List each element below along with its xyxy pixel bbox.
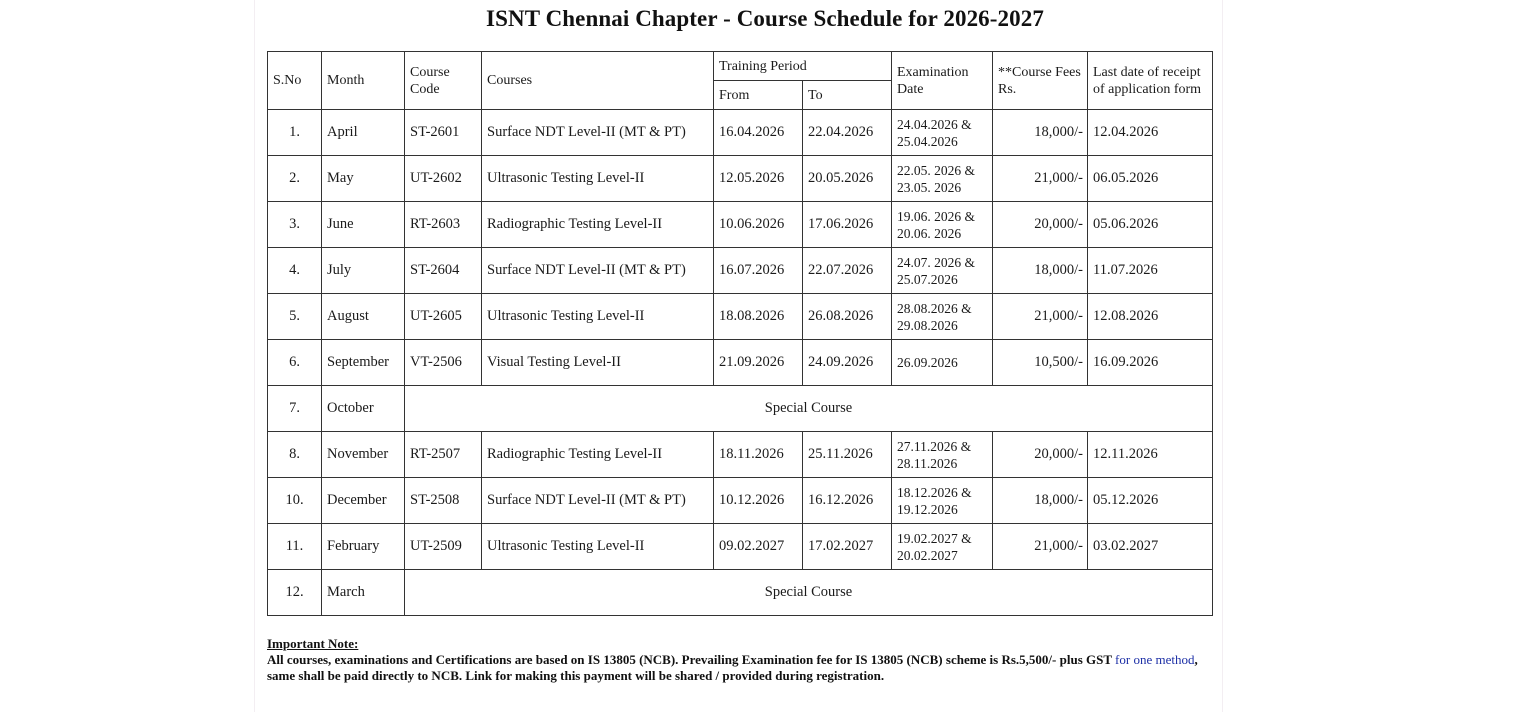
header-month: Month [322,52,405,110]
cell-month: July [322,248,405,294]
cell-last-date: 03.02.2027 [1088,524,1213,570]
cell-from: 10.12.2026 [714,478,803,524]
important-note [267,636,1202,684]
table-row [268,570,1213,616]
cell-month: June [322,202,405,248]
cell-month: October [322,386,405,432]
cell-to: 17.02.2027 [803,524,892,570]
cell-month: February [322,524,405,570]
cell-month: November [322,432,405,478]
table-row [268,478,1213,524]
cell-from: 18.11.2026 [714,432,803,478]
header-from: From [714,81,803,110]
cell-sno: 3. [268,202,322,248]
cell-special-course: Special Course [405,570,1213,616]
cell-fee: 18,000/- [993,478,1088,524]
cell-month: April [322,110,405,156]
cell-to: 26.08.2026 [803,294,892,340]
header-courses: Courses [482,52,714,110]
header-training-period: Training Period [714,52,892,81]
cell-sno: 8. [268,432,322,478]
cell-course-code: ST-2508 [405,478,482,524]
header-last-date: Last date of receipt of application form [1088,52,1213,110]
cell-month: May [322,156,405,202]
cell-course-code: UT-2605 [405,294,482,340]
header-exam-date: Examination Date [892,52,993,110]
table-row [268,110,1213,156]
cell-sno: 6. [268,340,322,386]
cell-last-date: 12.11.2026 [1088,432,1213,478]
cell-course: Surface NDT Level-II (MT & PT) [482,248,714,294]
table-row [268,202,1213,248]
cell-last-date: 05.12.2026 [1088,478,1213,524]
cell-fee: 10,500/- [993,340,1088,386]
cell-exam-date: 19.02.2027 & 20.02.2027 [892,524,993,570]
cell-course-code: UT-2509 [405,524,482,570]
cell-fee: 20,000/- [993,202,1088,248]
cell-from: 09.02.2027 [714,524,803,570]
note-heading: Important Note: [267,636,359,651]
schedule-body [268,110,1213,616]
cell-sno: 12. [268,570,322,616]
cell-sno: 7. [268,386,322,432]
cell-sno: 10. [268,478,322,524]
note-text-part1: All courses, examinations and Certifications are based on IS 13805 (NCB). Prevailing Examination fee for IS 13805 (NCB) scheme is Rs.5,500/- plus GST [267,652,1112,667]
table-row [268,340,1213,386]
cell-last-date: 16.09.2026 [1088,340,1213,386]
cell-course: Surface NDT Level-II (MT & PT) [482,110,714,156]
cell-from: 18.08.2026 [714,294,803,340]
course-schedule-table [267,51,1213,616]
cell-from: 16.07.2026 [714,248,803,294]
cell-course-code: RT-2507 [405,432,482,478]
cell-special-course: Special Course [405,386,1213,432]
note-highlight: for one method [1115,652,1195,667]
table-row [268,248,1213,294]
cell-sno: 4. [268,248,322,294]
cell-from: 21.09.2026 [714,340,803,386]
cell-last-date: 05.06.2026 [1088,202,1213,248]
table-row [268,524,1213,570]
cell-course: Radiographic Testing Level-II [482,432,714,478]
cell-course-code: UT-2602 [405,156,482,202]
cell-course-code: RT-2603 [405,202,482,248]
cell-course: Ultrasonic Testing Level-II [482,524,714,570]
cell-last-date: 06.05.2026 [1088,156,1213,202]
table-row [268,156,1213,202]
header-to: To [803,81,892,110]
cell-course: Radiographic Testing Level-II [482,202,714,248]
cell-month: March [322,570,405,616]
cell-exam-date: 22.05. 2026 & 23.05. 2026 [892,156,993,202]
cell-from: 10.06.2026 [714,202,803,248]
cell-exam-date: 26.09.2026 [892,340,993,386]
cell-exam-date: 27.11.2026 & 28.11.2026 [892,432,993,478]
cell-from: 16.04.2026 [714,110,803,156]
cell-month: September [322,340,405,386]
cell-fee: 18,000/- [993,248,1088,294]
cell-sno: 5. [268,294,322,340]
cell-to: 20.05.2026 [803,156,892,202]
cell-to: 22.04.2026 [803,110,892,156]
cell-month: December [322,478,405,524]
cell-to: 22.07.2026 [803,248,892,294]
cell-course: Visual Testing Level-II [482,340,714,386]
cell-last-date: 12.04.2026 [1088,110,1213,156]
cell-to: 25.11.2026 [803,432,892,478]
cell-fee: 21,000/- [993,524,1088,570]
table-row [268,386,1213,432]
cell-month: August [322,294,405,340]
cell-course: Surface NDT Level-II (MT & PT) [482,478,714,524]
cell-course-code: ST-2601 [405,110,482,156]
cell-sno: 11. [268,524,322,570]
cell-last-date: 11.07.2026 [1088,248,1213,294]
cell-course-code: VT-2506 [405,340,482,386]
cell-course: Ultrasonic Testing Level-II [482,156,714,202]
cell-exam-date: 19.06. 2026 & 20.06. 2026 [892,202,993,248]
cell-exam-date: 18.12.2026 & 19.12.2026 [892,478,993,524]
page-title: ISNT Chennai Chapter - Course Schedule for 2026-2027 [486,6,1044,31]
cell-fee: 20,000/- [993,432,1088,478]
header-sno: S.No [268,52,322,110]
table-row [268,294,1213,340]
cell-fee: 21,000/- [993,156,1088,202]
cell-fee: 18,000/- [993,110,1088,156]
cell-sno: 2. [268,156,322,202]
header-course-fees: **Course Fees Rs. [993,52,1088,110]
cell-sno: 1. [268,110,322,156]
cell-exam-date: 24.04.2026 & 25.04.2026 [892,110,993,156]
table-row [268,432,1213,478]
cell-course: Ultrasonic Testing Level-II [482,294,714,340]
cell-exam-date: 24.07. 2026 & 25.07.2026 [892,248,993,294]
cell-to: 17.06.2026 [803,202,892,248]
note-text-part2: , same shall be paid directly to NCB. Link for making this payment will be shared / provided during registration. [267,652,1198,683]
cell-from: 12.05.2026 [714,156,803,202]
header-course-code: Course Code [405,52,482,110]
cell-to: 16.12.2026 [803,478,892,524]
cell-to: 24.09.2026 [803,340,892,386]
cell-last-date: 12.08.2026 [1088,294,1213,340]
cell-fee: 21,000/- [993,294,1088,340]
cell-course-code: ST-2604 [405,248,482,294]
cell-exam-date: 28.08.2026 & 29.08.2026 [892,294,993,340]
